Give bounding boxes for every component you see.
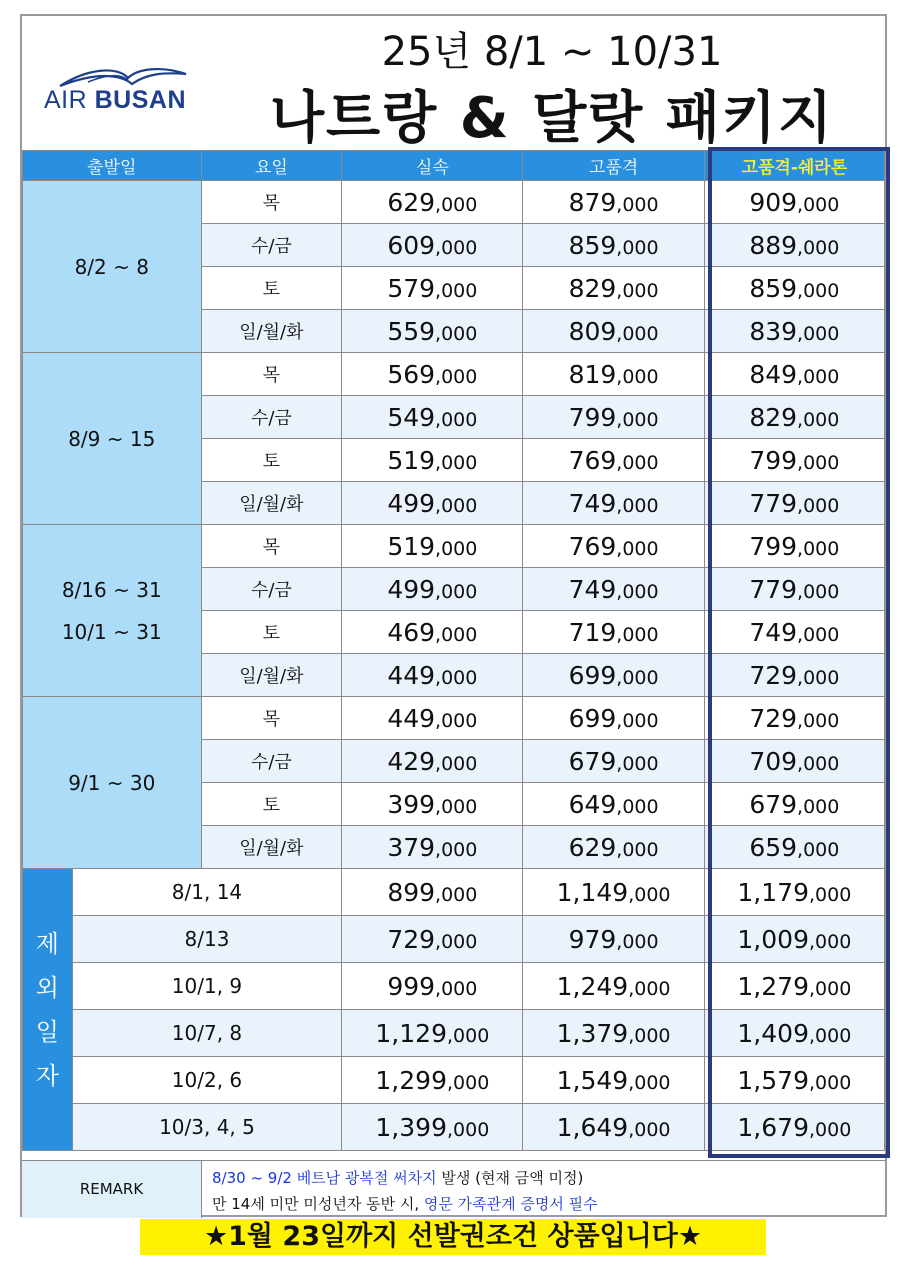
price-cell: [704, 869, 884, 916]
price-cell: [342, 1010, 523, 1057]
price-thousands: 399: [387, 789, 436, 819]
price-suffix: ,000: [808, 930, 852, 953]
price-suffix: ,000: [797, 322, 840, 345]
price-thousands: 699: [568, 660, 617, 690]
price-thousands: 979: [568, 924, 617, 954]
price-cell: [523, 963, 704, 1010]
price-cell: [523, 267, 704, 310]
price-thousands: 829: [749, 402, 798, 432]
price-thousands: 449: [387, 660, 436, 690]
price-thousands: 909: [749, 187, 798, 217]
departure-range: 8/9 ~ 15: [23, 353, 202, 525]
price-suffix: ,000: [616, 322, 659, 345]
price-suffix: ,000: [616, 365, 659, 388]
price-suffix: ,000: [808, 1071, 852, 1094]
price-suffix: ,000: [435, 494, 478, 517]
price-cell: [523, 1057, 704, 1104]
price-thousands: 519: [387, 445, 436, 475]
price-thousands: 1,399: [375, 1112, 447, 1142]
price-suffix: ,000: [628, 1024, 671, 1047]
price-cell: [704, 439, 884, 482]
price-cell: [342, 869, 523, 916]
price-thousands: 889: [749, 230, 798, 260]
price-cell: [704, 916, 884, 963]
price-suffix: ,000: [435, 322, 478, 345]
price-suffix: ,000: [616, 838, 659, 861]
price-thousands: 649: [568, 789, 617, 819]
col-weekday: 요일: [201, 151, 342, 181]
price-suffix: ,000: [435, 193, 478, 216]
weekday-cell: 수/금: [201, 568, 342, 611]
price-suffix: ,000: [616, 193, 659, 216]
price-thousands: 449: [387, 703, 436, 733]
price-suffix: ,000: [446, 1118, 490, 1141]
price-suffix: ,000: [797, 451, 840, 474]
weekday-cell: 일/월/화: [201, 310, 342, 353]
price-thousands: 729: [749, 660, 798, 690]
table-row: [23, 1057, 885, 1104]
price-thousands: 799: [749, 445, 798, 475]
price-cell: [342, 916, 523, 963]
price-cell: [342, 783, 523, 826]
excluded-date-cell: 8/13: [72, 916, 342, 963]
price-thousands: 859: [749, 273, 798, 303]
price-suffix: ,000: [435, 709, 478, 732]
price-suffix: ,000: [616, 408, 659, 431]
weekday-cell: 토: [201, 611, 342, 654]
price-cell: [523, 353, 704, 396]
price-suffix: ,000: [797, 623, 840, 646]
price-cell: [704, 224, 884, 267]
price-cell: [523, 224, 704, 267]
price-thousands: 719: [568, 617, 617, 647]
price-cell: [523, 740, 704, 783]
price-sheet: [20, 14, 887, 1217]
price-cell: [342, 1057, 523, 1104]
price-thousands: 629: [568, 832, 617, 862]
price-cell: [342, 224, 523, 267]
price-cell: [342, 482, 523, 525]
price-suffix: ,000: [616, 451, 659, 474]
price-suffix: ,000: [797, 193, 840, 216]
price-thousands: 1,149: [556, 877, 629, 907]
price-cell: [342, 568, 523, 611]
table-row: [23, 916, 885, 963]
price-suffix: ,000: [435, 365, 478, 388]
price-suffix: ,000: [435, 580, 478, 603]
price-thousands: 549: [387, 402, 436, 432]
price-cell: [342, 740, 523, 783]
price-cell: [342, 267, 523, 310]
table-row: [23, 869, 885, 916]
price-cell: [704, 654, 884, 697]
table-header-row: [23, 151, 885, 181]
col-premium-sheraton: 고품격-쉐라톤: [704, 151, 884, 181]
price-thousands: 769: [568, 445, 617, 475]
price-thousands: 699: [568, 703, 617, 733]
weekday-cell: 일/월/화: [201, 826, 342, 869]
price-cell: [523, 1104, 704, 1151]
price-suffix: ,000: [435, 408, 478, 431]
weekday-cell: 일/월/화: [201, 482, 342, 525]
price-thousands: 679: [568, 746, 617, 776]
price-cell: [342, 654, 523, 697]
price-suffix: ,000: [435, 666, 478, 689]
price-suffix: ,000: [435, 795, 478, 818]
table-row: [23, 1104, 885, 1151]
price-cell: [342, 310, 523, 353]
price-cell: [523, 869, 704, 916]
price-thousands: 609: [387, 230, 436, 260]
price-thousands: 429: [387, 746, 436, 776]
price-suffix: ,000: [808, 883, 852, 906]
price-cell: [342, 525, 523, 568]
price-thousands: 829: [568, 273, 617, 303]
price-cell: [523, 482, 704, 525]
price-cell: [342, 611, 523, 654]
title-package: 나트랑 & 달랏 패키지: [269, 86, 835, 151]
col-premium: 고품격: [523, 151, 704, 181]
price-cell: [523, 1010, 704, 1057]
price-thousands: 799: [749, 531, 798, 561]
price-cell: [704, 783, 884, 826]
price-thousands: 809: [568, 316, 617, 346]
remark-label: REMARK: [22, 1161, 202, 1218]
weekday-cell: 수/금: [201, 396, 342, 439]
col-value: 실속: [342, 151, 523, 181]
price-thousands: 779: [749, 574, 798, 604]
price-cell: [704, 697, 884, 740]
price-suffix: ,000: [628, 977, 671, 1000]
price-cell: [704, 482, 884, 525]
price-cell: [342, 353, 523, 396]
price-suffix: ,000: [616, 236, 659, 259]
price-suffix: ,000: [797, 365, 840, 388]
price-cell: [704, 396, 884, 439]
price-thousands: 709: [749, 746, 798, 776]
price-cell: [704, 826, 884, 869]
price-suffix: ,000: [616, 709, 659, 732]
price-suffix: ,000: [797, 236, 840, 259]
weekday-cell: 토: [201, 783, 342, 826]
price-suffix: ,000: [628, 1118, 671, 1141]
excluded-date-cell: 10/2, 6: [72, 1057, 342, 1104]
price-suffix: ,000: [616, 930, 659, 953]
price-thousands: 629: [387, 187, 436, 217]
price-thousands: 859: [568, 230, 617, 260]
price-suffix: ,000: [797, 795, 840, 818]
excluded-date-cell: 10/3, 4, 5: [72, 1104, 342, 1151]
price-suffix: ,000: [616, 752, 659, 775]
price-cell: [342, 826, 523, 869]
price-cell: [704, 1057, 884, 1104]
price-suffix: ,000: [435, 752, 478, 775]
price-cell: [523, 611, 704, 654]
price-thousands: 499: [387, 488, 436, 518]
table-row: [23, 697, 885, 740]
table-row: [23, 1010, 885, 1057]
price-thousands: 1,129: [375, 1018, 447, 1048]
price-table: [22, 150, 885, 1151]
price-suffix: ,000: [446, 1071, 490, 1094]
price-cell: [523, 396, 704, 439]
price-thousands: 1,649: [556, 1112, 629, 1142]
price-cell: [523, 439, 704, 482]
price-suffix: ,000: [446, 1024, 490, 1047]
weekday-cell: 목: [201, 525, 342, 568]
col-departure: 출발일: [23, 151, 202, 181]
price-suffix: ,000: [797, 838, 840, 861]
title-period: 25년 8/1 ~ 10/31: [381, 29, 723, 75]
price-cell: [704, 310, 884, 353]
price-thousands: 729: [749, 703, 798, 733]
table-row: [23, 181, 885, 224]
price-cell: [704, 1104, 884, 1151]
price-suffix: ,000: [616, 795, 659, 818]
price-suffix: ,000: [808, 1118, 852, 1141]
price-suffix: ,000: [797, 408, 840, 431]
weekday-cell: 토: [201, 439, 342, 482]
excluded-dates-label: 제 외 일 자: [23, 869, 73, 1151]
price-suffix: ,000: [808, 977, 852, 1000]
header: [22, 16, 885, 150]
price-thousands: 519: [387, 531, 436, 561]
price-thousands: 1,179: [737, 877, 809, 907]
price-thousands: 1,249: [556, 971, 629, 1001]
price-suffix: ,000: [616, 494, 659, 517]
departure-range: 9/1 ~ 30: [23, 697, 202, 869]
table-row: [23, 963, 885, 1010]
price-thousands: 749: [568, 488, 617, 518]
weekday-cell: 일/월/화: [201, 654, 342, 697]
price-suffix: ,000: [797, 580, 840, 603]
price-cell: [523, 181, 704, 224]
price-cell: [523, 916, 704, 963]
departure-range: 8/16 ~ 31 10/1 ~ 31: [23, 525, 202, 697]
price-cell: [704, 568, 884, 611]
price-suffix: ,000: [797, 279, 840, 302]
price-thousands: 779: [749, 488, 798, 518]
price-suffix: ,000: [797, 666, 840, 689]
price-suffix: ,000: [435, 883, 478, 906]
weekday-cell: 목: [201, 353, 342, 396]
price-cell: [342, 963, 523, 1010]
price-cell: [342, 181, 523, 224]
price-thousands: 659: [749, 832, 798, 862]
price-cell: [523, 826, 704, 869]
price-thousands: 769: [568, 531, 617, 561]
price-cell: [704, 963, 884, 1010]
price-cell: [523, 783, 704, 826]
price-cell: [704, 1010, 884, 1057]
excluded-date-cell: 8/1, 14: [72, 869, 342, 916]
weekday-cell: 수/금: [201, 224, 342, 267]
table-row: [23, 525, 885, 568]
price-thousands: 1,299: [375, 1065, 447, 1095]
price-thousands: 469: [387, 617, 436, 647]
weekday-cell: 토: [201, 267, 342, 310]
price-cell: [704, 353, 884, 396]
price-thousands: 999: [387, 971, 436, 1001]
price-thousands: 379: [387, 832, 436, 862]
price-cell: [523, 697, 704, 740]
price-suffix: ,000: [797, 537, 840, 560]
price-suffix: ,000: [616, 623, 659, 646]
price-cell: [523, 568, 704, 611]
price-thousands: 1,009: [737, 924, 809, 954]
price-thousands: 1,379: [556, 1018, 629, 1048]
price-suffix: ,000: [616, 580, 659, 603]
price-thousands: 729: [387, 924, 436, 954]
price-cell: [342, 697, 523, 740]
price-suffix: ,000: [628, 883, 671, 906]
price-suffix: ,000: [797, 752, 840, 775]
price-cell: [704, 611, 884, 654]
price-suffix: ,000: [808, 1024, 852, 1047]
price-suffix: ,000: [435, 977, 478, 1000]
weekday-cell: 목: [201, 181, 342, 224]
price-suffix: ,000: [616, 279, 659, 302]
price-suffix: ,000: [797, 494, 840, 517]
weekday-cell: 수/금: [201, 740, 342, 783]
price-suffix: ,000: [435, 930, 478, 953]
price-cell: [523, 654, 704, 697]
price-suffix: ,000: [435, 623, 478, 646]
notice-banner: ★1월 23일까지 선발권조건 상품입니다★: [140, 1219, 766, 1255]
excluded-date-cell: 10/7, 8: [72, 1010, 342, 1057]
price-cell: [523, 310, 704, 353]
price-thousands: 1,409: [737, 1018, 809, 1048]
price-suffix: ,000: [435, 279, 478, 302]
price-suffix: ,000: [628, 1071, 671, 1094]
weekday-cell: 목: [201, 697, 342, 740]
price-thousands: 499: [387, 574, 436, 604]
price-suffix: ,000: [435, 838, 478, 861]
price-suffix: ,000: [435, 236, 478, 259]
price-cell: [704, 525, 884, 568]
excluded-date-cell: 10/1, 9: [72, 963, 342, 1010]
price-suffix: ,000: [435, 451, 478, 474]
price-cell: [342, 396, 523, 439]
remark-line-2: 만 14세 미만 미성년자 동반 시, 영문 가족관계 증명서 필수: [212, 1195, 598, 1213]
price-suffix: ,000: [435, 537, 478, 560]
price-thousands: 679: [749, 789, 798, 819]
price-thousands: 569: [387, 359, 436, 389]
price-cell: [342, 1104, 523, 1151]
price-thousands: 579: [387, 273, 436, 303]
price-thousands: 559: [387, 316, 436, 346]
air-busan-logo: AIR BUSAN: [44, 64, 189, 124]
price-thousands: 749: [749, 617, 798, 647]
price-thousands: 1,679: [737, 1112, 809, 1142]
price-cell: [704, 181, 884, 224]
price-thousands: 839: [749, 316, 798, 346]
price-cell: [342, 439, 523, 482]
remark-section: [22, 1160, 885, 1217]
departure-range: 8/2 ~ 8: [23, 181, 202, 353]
price-suffix: ,000: [616, 537, 659, 560]
price-thousands: 749: [568, 574, 617, 604]
price-cell: [523, 525, 704, 568]
price-thousands: 799: [568, 402, 617, 432]
price-cell: [704, 740, 884, 783]
table-row: [23, 353, 885, 396]
price-thousands: 819: [568, 359, 617, 389]
price-cell: [704, 267, 884, 310]
price-thousands: 1,579: [737, 1065, 809, 1095]
price-thousands: 879: [568, 187, 617, 217]
remark-line-1: 8/30 ~ 9/2 베트남 광복절 써차지 발생 (현재 금액 미정): [212, 1169, 584, 1187]
price-thousands: 1,279: [737, 971, 809, 1001]
price-suffix: ,000: [616, 666, 659, 689]
price-thousands: 1,549: [556, 1065, 629, 1095]
price-thousands: 899: [387, 877, 436, 907]
price-thousands: 849: [749, 359, 798, 389]
price-suffix: ,000: [797, 709, 840, 732]
